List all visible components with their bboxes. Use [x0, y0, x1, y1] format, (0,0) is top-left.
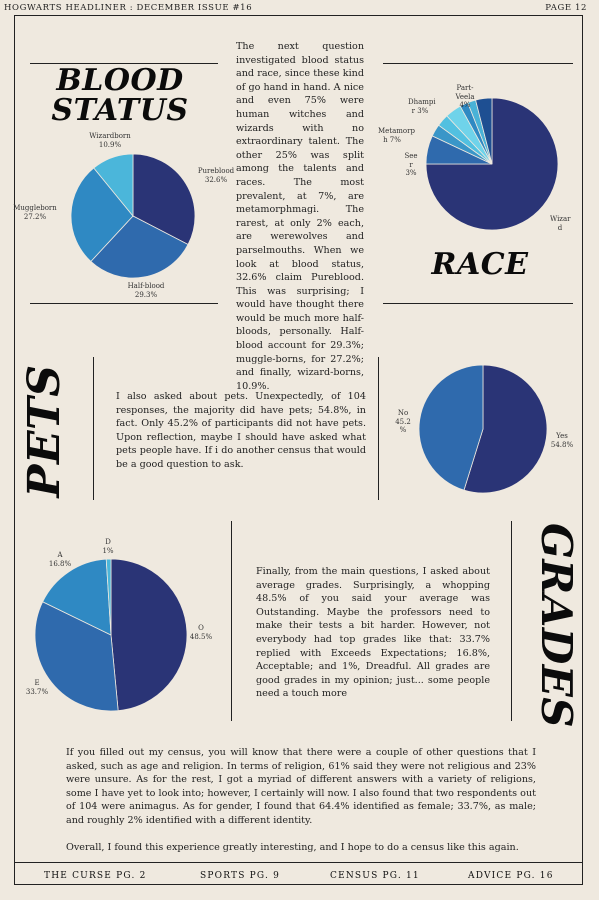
label-seer: See r 3%: [404, 152, 418, 177]
label-d: D 1%: [102, 538, 114, 555]
divider-race-bottom: [383, 303, 573, 304]
divider-grades-right: [511, 521, 512, 721]
pets-title: PETS: [19, 364, 70, 498]
race-blood-paragraph: The next question investigated blood status and race, since these kind of go hand in hand. A nice and even 75% were human witches and wizards with no extraordinary talent. The other 25% was split among the talents and races. The most prevalent, at 7%, are metamorphmagi. The rarest, at only 2% each, are werewolves and parselmouths. When we look at blood status, 32.6% claim Pureblood. This was surprising; I would have thought there would be much more half-bloods, personally. Half-blood account for 29.3%; muggle-borns, for 27.2%; and finally, wizard-borns, 10.9%.: [236, 41, 364, 392]
issue-header: HOGWARTS HEADLINER : DECEMBER ISSUE #16: [4, 3, 253, 13]
divider-pets-left: [93, 357, 94, 500]
label-e: E 33.7%: [25, 679, 49, 696]
pie-slice-o: [111, 559, 187, 711]
pets-pie-chart: [383, 350, 599, 510]
label-wizardborn: Wizardborn 10.9%: [89, 132, 131, 149]
footer-link-advice[interactable]: ADVICE PG. 16: [468, 871, 554, 881]
label-yes: Yes 54.8%: [550, 432, 574, 449]
blood-status-title: [40, 63, 200, 128]
closing-paragraph-2: Overall, I found this experience greatly interesting, and I hope to do a census like this again.: [66, 841, 519, 853]
label-pureblood: Pureblood 32.6%: [197, 167, 235, 184]
label-dhampir: Dhampi r 3%: [408, 98, 436, 115]
footer-link-curse[interactable]: THE CURSE PG. 2: [44, 871, 147, 881]
grades-paragraph: Finally, from the main questions, I asked about average grades. Surprisingly, a whopping 48.5% of you said your average was Outstanding. Maybe the professors need to make their tests a bit harder. However, not everybody had top grades like that: 33.7% replied with Exceeds Expectations; 16.8%, Acceptable; and 1%, Dreadful. All grades are good grades in my opinion; just... some people need a touch more: [256, 566, 490, 700]
page-number: PAGE 12: [545, 3, 587, 13]
label-muggleborn: Muggleborn 27.2%: [13, 204, 57, 221]
label-part-veela: Part- Veela 4%: [455, 84, 475, 109]
label-no: No 45.2 %: [395, 409, 411, 434]
label-wizard: Wizar d: [550, 215, 571, 232]
pets-slices: [419, 365, 547, 493]
closing-section: [66, 746, 536, 854]
divider-grades-left: [231, 521, 232, 721]
divider-footer: [14, 862, 583, 863]
grades-slices: [35, 559, 187, 711]
closing-paragraph-1: If you filled out my census, you will know that there were a couple of other questions that I asked, such as age and religion. In terms of religion, 61% said they were not religious and 23% were unsure. As for the rest, I got a myriad of different answers with a variety of religions, some I have yet to look into; however, I certainly will now. I also found that two respondents out of 104 were animagus. As for gender, I found that 64.4% identified as female; 33.7%, as male; and roughly 2% identified with a different identity.: [66, 747, 536, 826]
label-metamorph: Metamorp h 7%: [378, 127, 415, 144]
race-title: RACE: [431, 247, 529, 282]
grades-title: GRADES: [532, 523, 581, 729]
blood-title-line-1: BLOOD: [56, 63, 184, 98]
label-o: O 48.5%: [189, 624, 213, 641]
divider-race-top: [383, 63, 573, 64]
race-slices: [426, 98, 558, 230]
label-a: A 16.8%: [48, 551, 72, 568]
blood-status-slices: [71, 154, 195, 278]
divider-pets-right: [378, 357, 379, 500]
pets-paragraph: I also asked about pets. Unexpectedly, of 104 responses, the majority did have pets; 54.8%, in fact. Only 45.2% of participants did not have pets. Upon reflection, maybe I should have asked what pets people have. If i do another census that would be a good question to ask.: [116, 391, 366, 470]
footer-link-census[interactable]: CENSUS PG. 11: [330, 871, 420, 881]
footer-link-sports[interactable]: SPORTS PG. 9: [200, 871, 281, 881]
blood-title-line-2: STATUS: [51, 93, 189, 128]
label-half-blood: Half-blood 29.3%: [127, 282, 165, 299]
